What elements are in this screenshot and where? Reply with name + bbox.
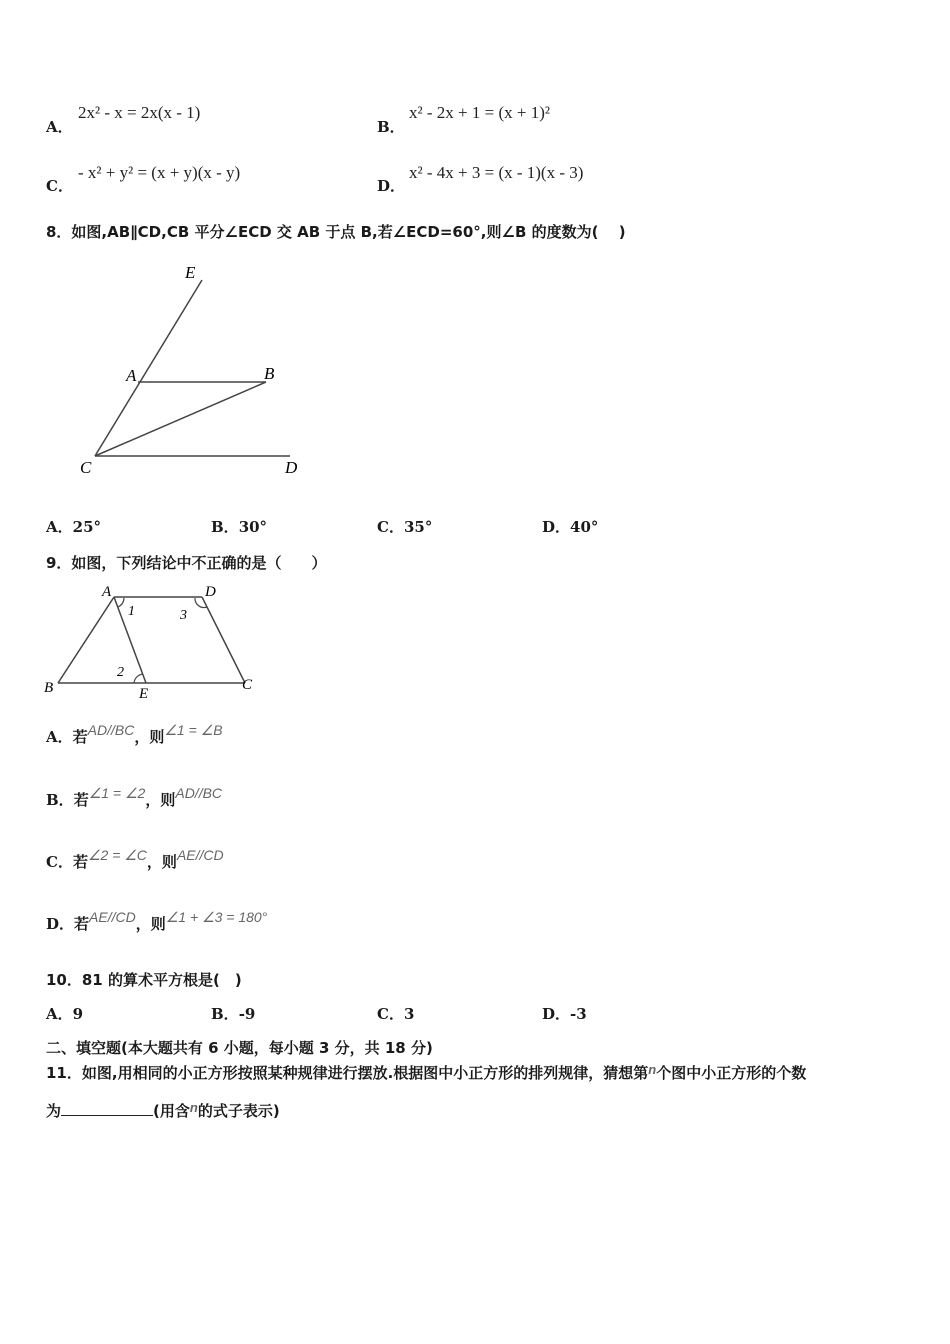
q9-option-a-concl: ∠1 = ∠B: [164, 722, 223, 738]
q10-option-b-label: B．: [211, 1005, 239, 1023]
q7-a-lhs: 2x² - x: [78, 103, 123, 122]
q9-figure: [40, 582, 270, 702]
q9-option-d-label: D．: [46, 915, 75, 933]
q8-option-c-label: C．: [377, 518, 404, 536]
q8-option-d: [542, 516, 598, 537]
q7-option-a-equation: 2x² - x = 2x(x - 1): [78, 103, 201, 122]
q9-option-c: [46, 847, 224, 872]
q8-option-c: [377, 516, 432, 537]
q9-option-d: [46, 909, 268, 934]
q8-option-c-value: 35°: [403, 518, 433, 536]
q10-option-b: [211, 1003, 255, 1024]
q7-option-c-label: C．: [46, 177, 73, 195]
q7-a-rhs: 2x(x - 1): [140, 103, 201, 122]
q8-option-b: [211, 516, 267, 537]
q10-text: 10．81 的算术平方根是( ): [46, 971, 242, 989]
q8-option-a-label: A．: [46, 518, 73, 536]
q9-line-ab: [58, 597, 114, 683]
q8-label-d: D: [285, 458, 298, 477]
q9-option-a-cond: AD//BC: [87, 722, 135, 738]
q11-line-1: [46, 1062, 806, 1083]
q9-label-1: 1: [128, 604, 135, 619]
q7-d-rhs: (x - 1)(x - 3): [498, 163, 584, 182]
q10-option-b-value: -9: [238, 1005, 256, 1023]
q9-angle1-arc: [118, 598, 124, 607]
q11-line2-post: 的式子表示): [197, 1102, 280, 1120]
q11-line1-pre: 11．如图,用相同的小正方形按照某种规律进行摆放.根据图中小正方形的排列规律，猜想第: [46, 1064, 649, 1082]
q9-option-a-pre: 若: [72, 728, 88, 746]
q10-option-d-value: -3: [570, 1005, 587, 1023]
q10-option-c-label: C．: [377, 1005, 404, 1023]
q8-option-a: [46, 516, 101, 537]
q11-var-n-1: n: [648, 1062, 657, 1077]
q8-line-ce: [95, 280, 202, 456]
q7-b-lhs: x² - 2x + 1: [409, 103, 481, 122]
q7-option-b-label: B．: [377, 118, 405, 136]
q10-option-a: [46, 1003, 83, 1024]
q11-line2-mid: (用含: [153, 1102, 190, 1120]
q10-option-c-value: 3: [403, 1005, 415, 1023]
q7-option-a-label: A．: [46, 118, 73, 136]
q9-option-b-pre: 若: [73, 791, 89, 809]
q9-option-b: [46, 785, 223, 810]
q9-option-b-mid: ，则: [145, 791, 176, 809]
q7-option-b-equation: x² - 2x + 1 = (x + 1)²: [409, 103, 550, 122]
q9-option-b-cond: ∠1 = ∠2: [88, 785, 146, 801]
q9-option-c-concl: AE//CD: [176, 847, 224, 863]
q9-label-b: B: [44, 680, 54, 696]
q7-option-c-equation: - x² + y² = (x + y)(x - y): [78, 163, 241, 182]
q10-option-a-label: A．: [46, 1005, 73, 1023]
q11-line2-pre: 为: [46, 1102, 62, 1120]
q9-option-a-mid: ，则: [134, 728, 165, 746]
q9-option-d-pre: 若: [74, 915, 90, 933]
q9-option-c-cond: ∠2 = ∠C: [87, 847, 147, 863]
q9-option-b-label: B．: [46, 791, 74, 809]
q7-option-d-equation: x² - 4x + 3 = (x - 1)(x - 3): [409, 163, 584, 182]
q9-label-3: 3: [180, 608, 187, 623]
q8-option-a-value: 25°: [72, 518, 102, 536]
q9-option-a: [46, 722, 223, 747]
q11-line1-post: 个图中小正方形的个数: [656, 1064, 807, 1082]
q9-option-d-cond: AE//CD: [89, 909, 136, 925]
q9-label-a: A: [102, 584, 112, 600]
q9-label-2: 2: [117, 665, 124, 680]
q10-option-c: [377, 1003, 414, 1024]
q8-label-a: A: [126, 366, 137, 385]
q8-option-b-label: B．: [211, 518, 239, 536]
q9-label-c: C: [242, 677, 253, 693]
q9-option-d-mid: ，则: [135, 915, 166, 933]
q7-b-rhs: (x + 1)²: [498, 103, 550, 122]
q11-var-n-2: n: [189, 1100, 198, 1115]
q11-answer-blank[interactable]: [61, 1101, 153, 1116]
q9-line-dc: [202, 597, 245, 683]
q8-label-b: B: [264, 364, 275, 383]
q9-label-d: D: [205, 584, 216, 600]
q9-option-c-pre: 若: [72, 853, 88, 871]
q9-option-c-mid: ，则: [146, 853, 177, 871]
q10-option-a-value: 9: [72, 1005, 84, 1023]
q9-option-a-label: A．: [46, 728, 73, 746]
q9-option-d-concl: ∠1 + ∠3 = 180°: [165, 909, 268, 925]
section-2-title: 二、填空题(本大题共有 6 小题，每小题 3 分，共 18 分): [46, 1039, 433, 1057]
q8-text: 8．如图,AB∥CD,CB 平分∠ECD 交 AB 于点 B,若∠ECD=60°,则∠B 的度数为( ): [46, 223, 626, 241]
q8-line-cb: [95, 382, 266, 456]
q9-angle2-arc: [134, 674, 143, 683]
q9-option-c-label: C．: [46, 853, 73, 871]
q8-label-c: C: [80, 458, 92, 477]
q7-c-lhs: - x² + y²: [78, 163, 134, 182]
q10-option-d-label: D．: [542, 1005, 571, 1023]
q8-label-e: E: [185, 263, 196, 282]
q7-d-lhs: x² - 4x + 3: [409, 163, 481, 182]
q8-option-b-value: 30°: [238, 518, 268, 536]
q8-figure: [70, 258, 320, 483]
q7-option-d-label: D．: [377, 177, 406, 195]
q9-text: 9．如图，下列结论中不正确的是（ ）: [46, 554, 327, 572]
q11-line-2: [46, 1100, 280, 1121]
q8-option-d-label: D．: [542, 518, 571, 536]
q10-option-d: [542, 1003, 587, 1024]
q9-option-b-concl: AD//BC: [175, 785, 223, 801]
q9-label-e: E: [139, 686, 149, 702]
q8-option-d-value: 40°: [570, 518, 599, 536]
q7-c-rhs: (x + y)(x - y): [151, 163, 241, 182]
